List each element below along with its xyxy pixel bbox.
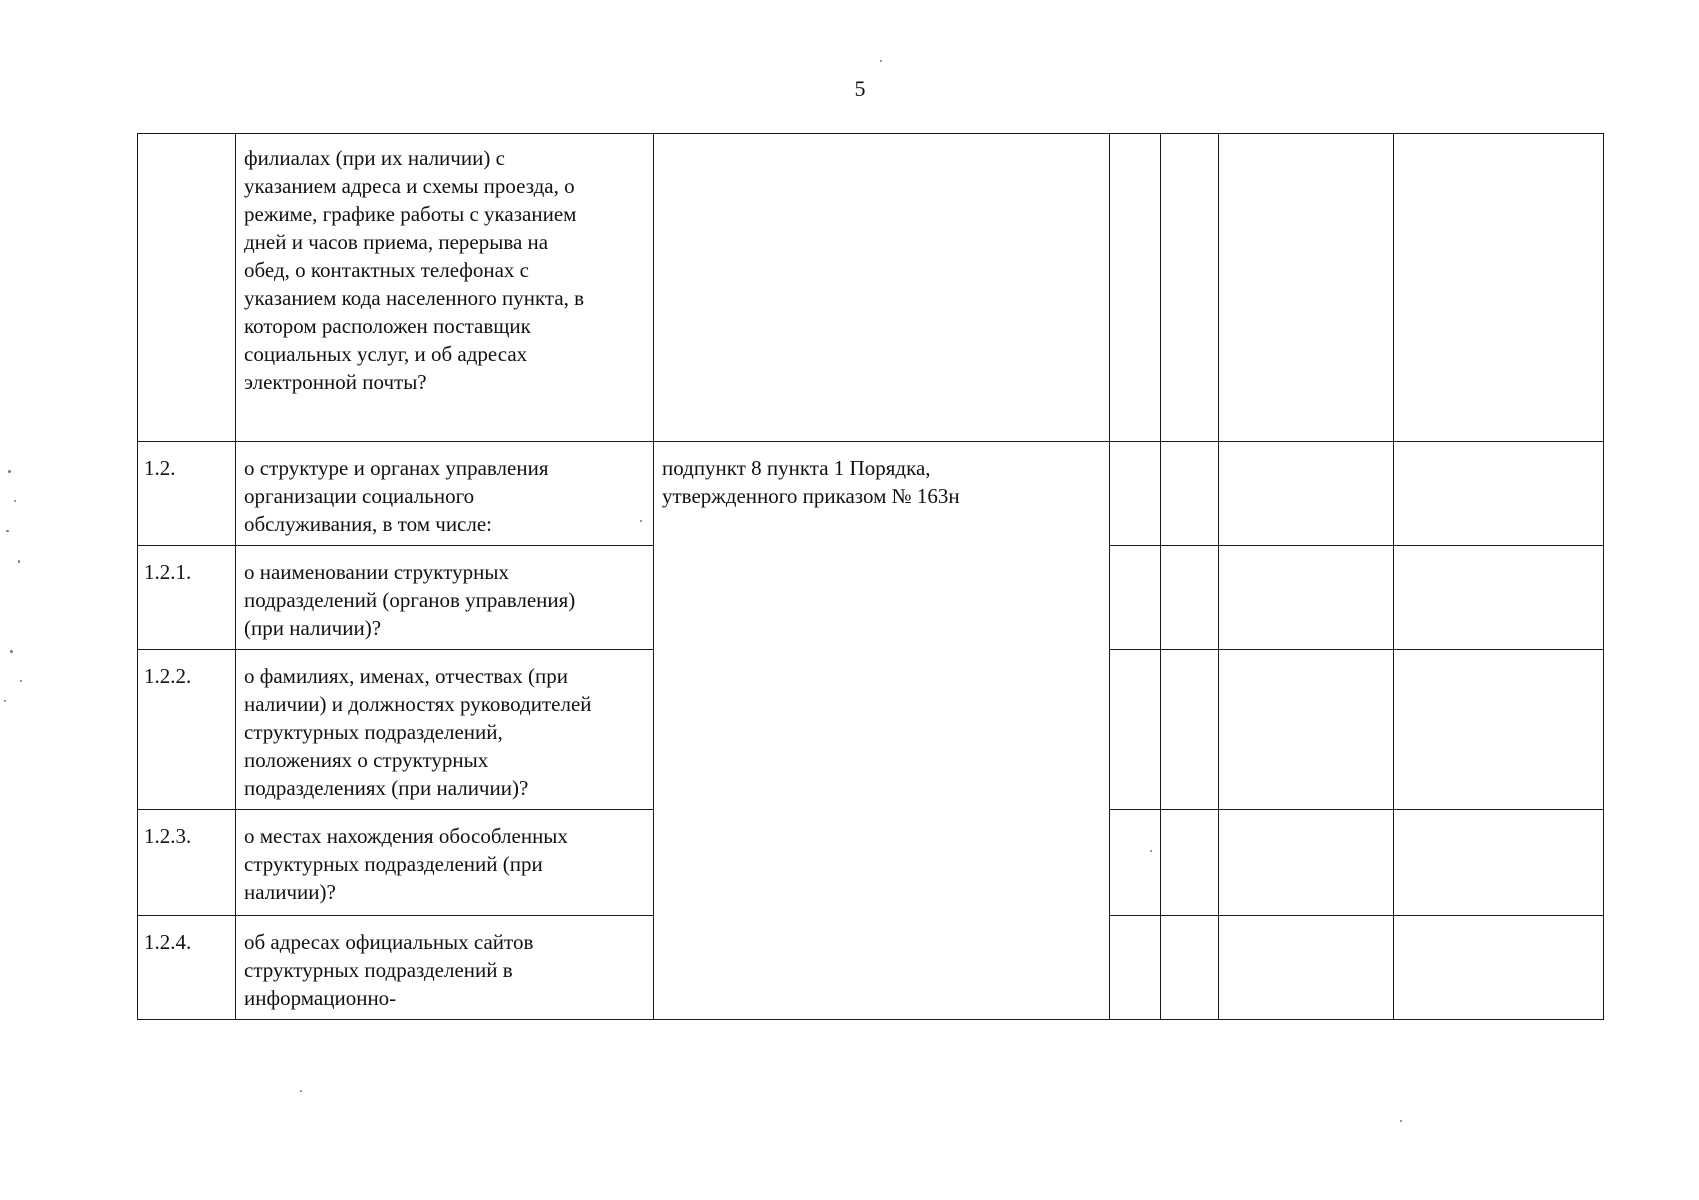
answer-cell	[1161, 442, 1219, 546]
row-number-cell: 1.2.	[138, 442, 236, 546]
question-line: о фамилиях, именах, отчествах (при	[244, 664, 568, 688]
question-line: социальных услуг, и об адресах	[244, 342, 528, 366]
question-line: обед, о контактных телефонах с	[244, 258, 530, 282]
question-line: котором расположен поставщик	[244, 314, 531, 338]
note-cell	[1394, 546, 1604, 650]
question-line: положениях о структурных	[244, 748, 489, 772]
reference-cell	[654, 134, 1110, 442]
answer-cell	[1161, 810, 1219, 916]
question-line: дней и часов приема, перерыва на	[244, 230, 549, 254]
question-line: наличии) и должностях руководителей	[244, 692, 592, 716]
question-line: подразделениях (при наличии)?	[244, 776, 529, 800]
answer-cell	[1219, 134, 1394, 442]
question-line: электронной почты?	[244, 370, 427, 394]
reference-line: утвержденного приказом № 163н	[662, 484, 960, 508]
question-cell	[236, 650, 654, 810]
note-cell	[1394, 650, 1604, 810]
question-line: структурных подразделений в	[244, 958, 513, 982]
answer-cell	[1219, 442, 1394, 546]
question-cell	[236, 134, 654, 442]
question-line: структурных подразделений (при	[244, 852, 543, 876]
answer-cell	[1161, 650, 1219, 810]
note-cell	[1394, 810, 1604, 916]
answer-cell	[1110, 916, 1161, 1020]
answer-cell	[1161, 546, 1219, 650]
answer-cell	[1110, 546, 1161, 650]
question-line: режиме, графике работы с указанием	[244, 202, 577, 226]
question-line: структурных подразделений,	[244, 720, 503, 744]
answer-cell	[1219, 916, 1394, 1020]
answer-cell	[1110, 134, 1161, 442]
note-cell	[1394, 442, 1604, 546]
note-cell	[1394, 134, 1604, 442]
answer-cell	[1219, 546, 1394, 650]
question-line: обслуживания, в том числе:	[244, 512, 493, 536]
row-number-cell: 1.2.4.	[138, 916, 236, 1020]
note-cell	[1394, 916, 1604, 1020]
answer-cell	[1161, 134, 1219, 442]
row-number-cell: 1.2.1.	[138, 546, 236, 650]
question-line: о структуре и органах управления	[244, 456, 549, 480]
table-row	[138, 442, 1604, 546]
row-number-cell: 1.2.3.	[138, 810, 236, 916]
row-number-cell	[138, 134, 236, 442]
question-cell	[236, 546, 654, 650]
answer-cell	[1110, 442, 1161, 546]
question-line: о местах нахождения обособленных	[244, 824, 568, 848]
question-line: о наименовании структурных	[244, 560, 509, 584]
answer-cell	[1110, 810, 1161, 916]
checklist-table	[137, 133, 1604, 1020]
question-line: филиалах (при их наличии) с	[244, 146, 505, 170]
reference-line: подпункт 8 пункта 1 Порядка,	[662, 456, 931, 480]
table-row	[138, 134, 1604, 442]
page-number: 5	[854, 76, 866, 101]
question-line: указанием адреса и схемы проезда, о	[244, 174, 575, 198]
question-cell	[236, 916, 654, 1020]
reference-cell	[654, 442, 1110, 1020]
question-line: наличии)?	[244, 880, 336, 904]
answer-cell	[1219, 810, 1394, 916]
question-line: об адресах официальных сайтов	[244, 930, 534, 954]
question-line: указанием кода населенного пункта, в	[244, 286, 585, 310]
question-line: (при наличии)?	[244, 616, 382, 640]
question-line: подразделений (органов управления)	[244, 588, 576, 612]
question-line: организации социального	[244, 484, 475, 508]
question-line: информационно-	[244, 986, 397, 1010]
row-number-cell: 1.2.2.	[138, 650, 236, 810]
answer-cell	[1161, 916, 1219, 1020]
answer-cell	[1219, 650, 1394, 810]
question-cell	[236, 442, 654, 546]
question-cell	[236, 810, 654, 916]
answer-cell	[1110, 650, 1161, 810]
